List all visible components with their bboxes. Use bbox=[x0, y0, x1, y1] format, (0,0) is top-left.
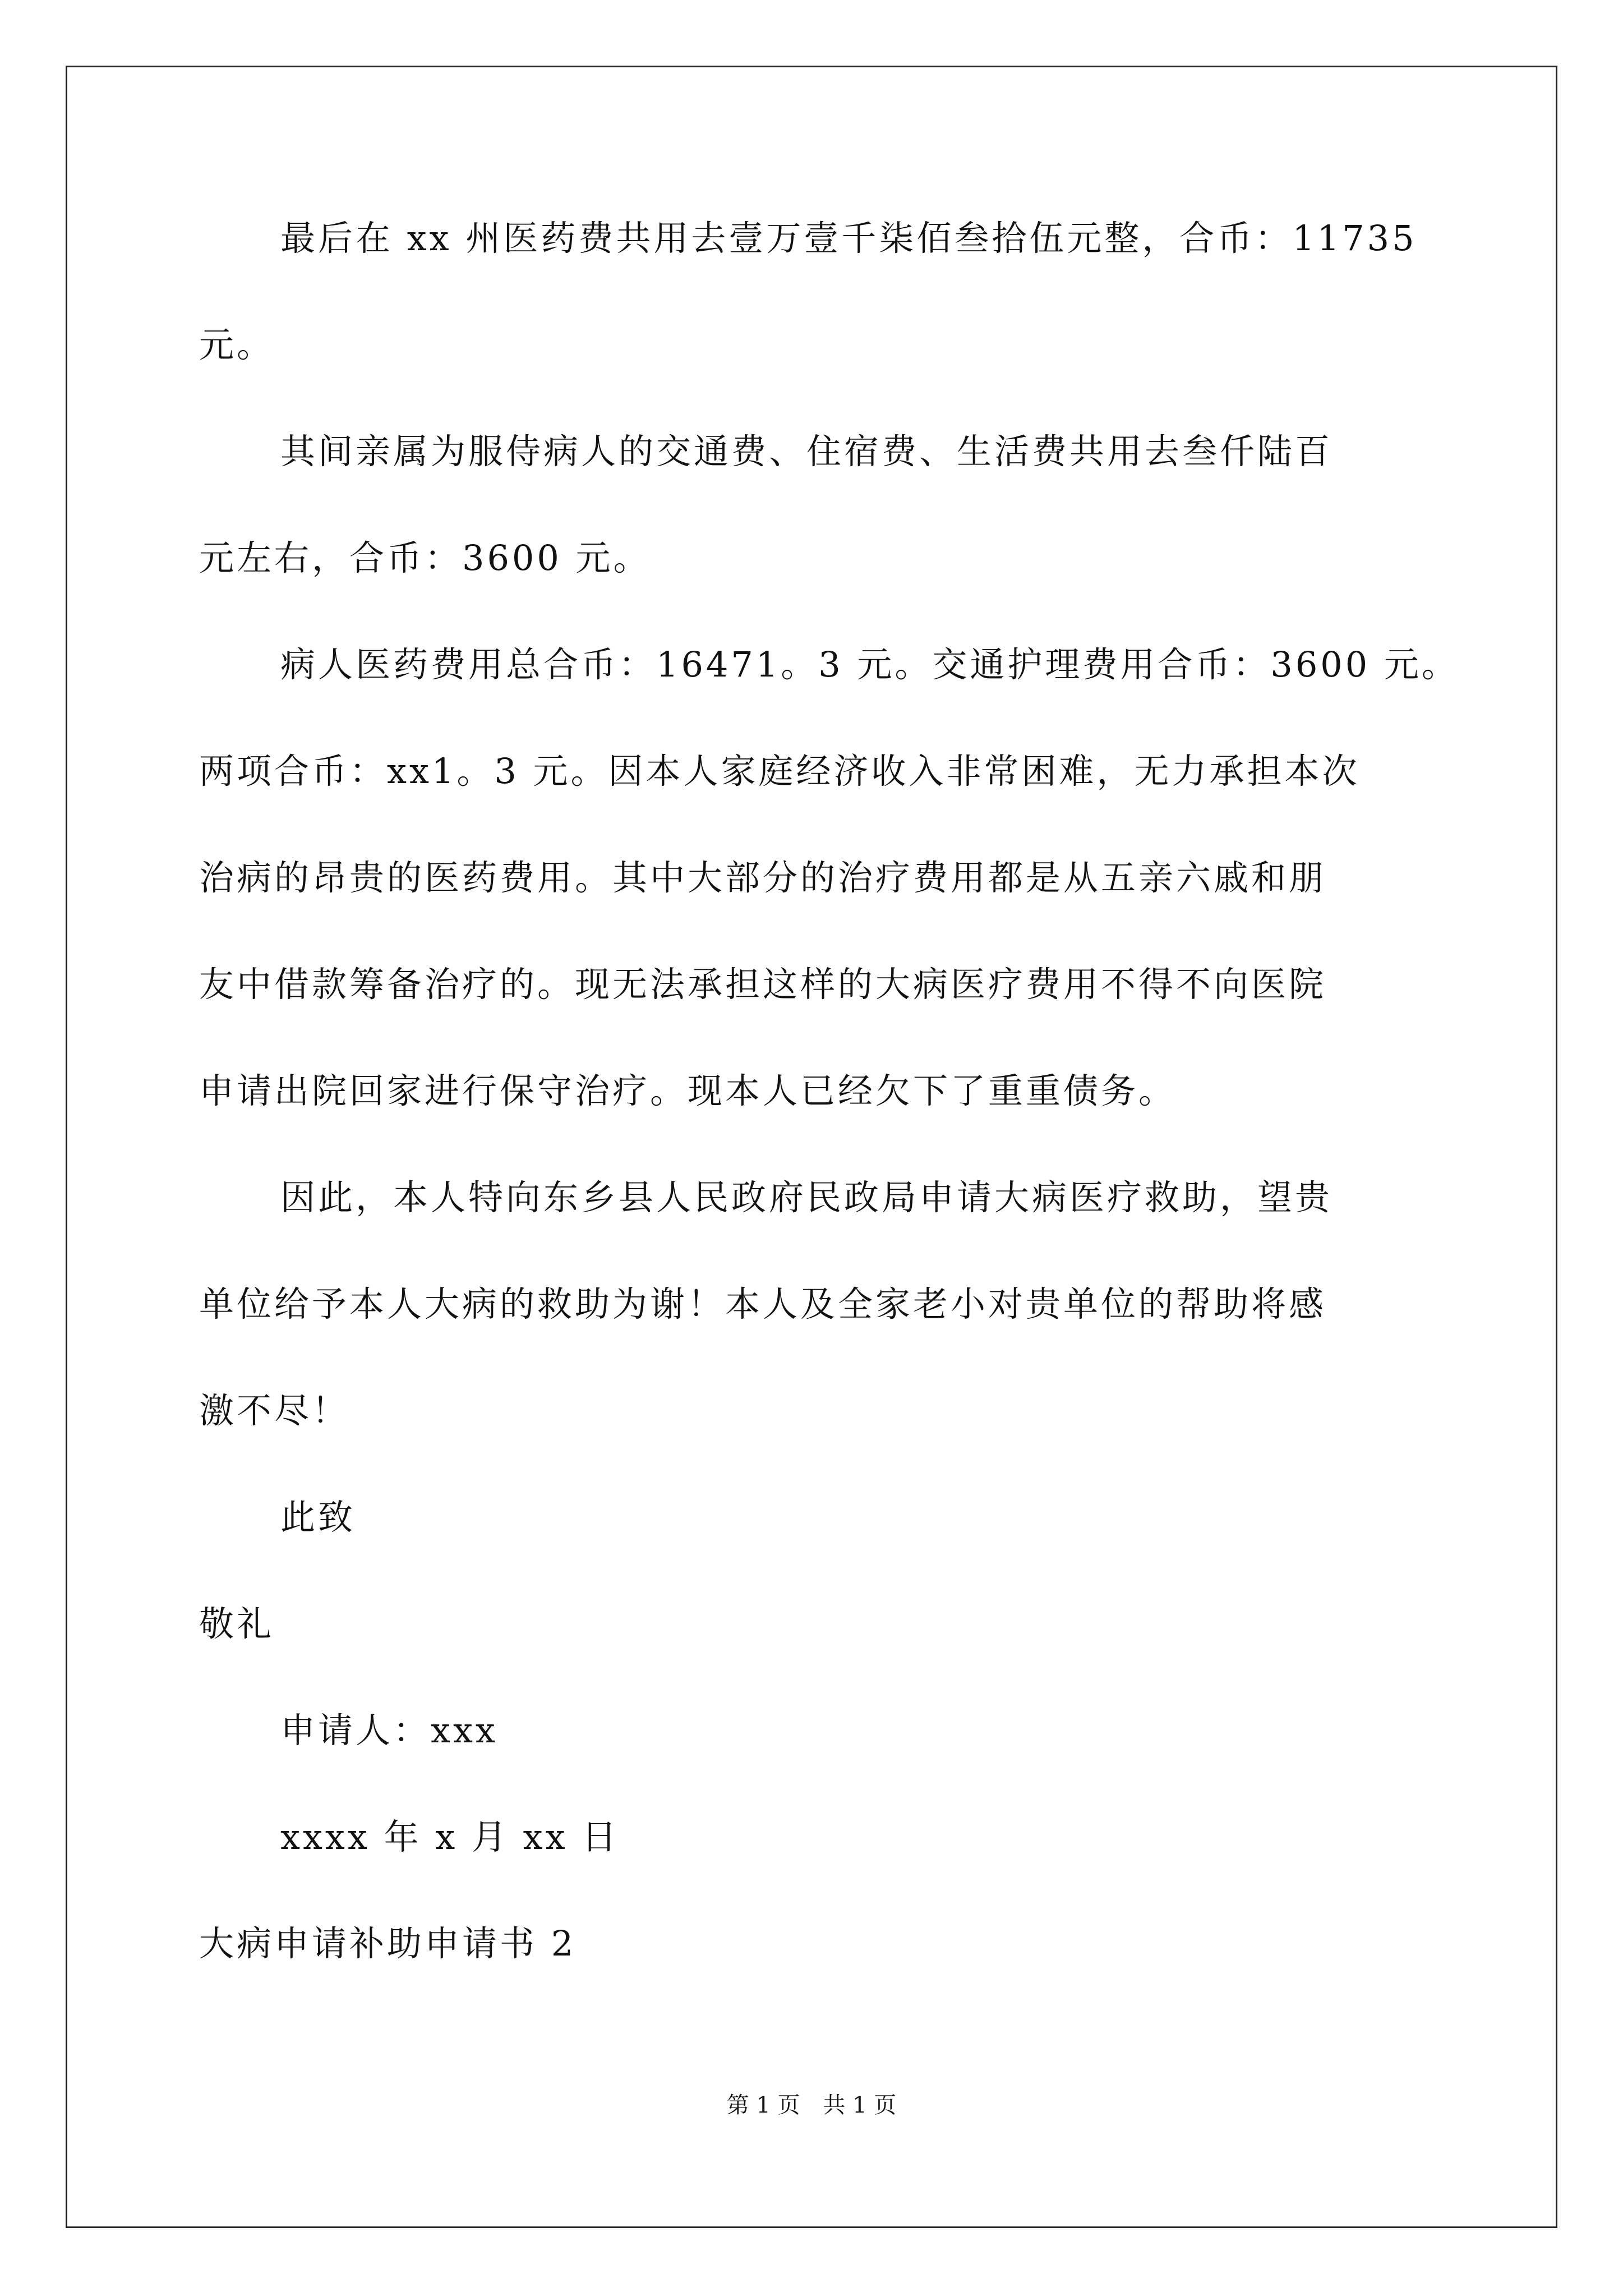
page-number-total: 共 1 页 bbox=[823, 2092, 897, 2118]
text-line: 友中借款筹备治疗的。现无法承担这样的大病医疗费用不得不向医院 bbox=[199, 964, 1327, 1005]
page-border bbox=[66, 66, 1557, 2228]
text-line: 治病的昂贵的医药费用。其中大部分的治疗费用都是从五亲六戚和朋 bbox=[199, 857, 1327, 898]
page-number-current: 第 1 页 bbox=[726, 2092, 800, 2118]
text-line: 最后在 xx 州医药费共用去壹万壹千柒佰叁拾伍元整，合币：11735 bbox=[280, 218, 1417, 259]
date-line: xxxx 年 x 月 xx 日 bbox=[280, 1816, 620, 1857]
text-line: 申请出院回家进行保守治疗。现本人已经欠下了重重债务。 bbox=[199, 1070, 1177, 1111]
text-line: 病人医药费用总合币：16471。3 元。交通护理费用合币：3600 元。 bbox=[280, 644, 1459, 685]
text-line: 元。 bbox=[199, 324, 275, 365]
text-line: 激不尽！ bbox=[199, 1390, 350, 1431]
closing-regards: 敬礼 bbox=[199, 1603, 275, 1644]
text-line: 因此，本人特向东乡县人民政府民政局申请大病医疗救助，望贵 bbox=[280, 1177, 1333, 1218]
text-line: 单位给予本人大病的救助为谢！本人及全家老小对贵单位的帮助将感 bbox=[199, 1283, 1327, 1324]
text-line: 元左右，合币：3600 元。 bbox=[199, 537, 651, 578]
page-footer bbox=[0, 2091, 1623, 2119]
text-line: 其间亲属为服侍病人的交通费、住宿费、生活费共用去叁仟陆百 bbox=[280, 431, 1333, 472]
text-line: 两项合币：xx1。3 元。因本人家庭经济收入非常困难，无力承担本次 bbox=[199, 751, 1360, 792]
section-title: 大病申请补助申请书 2 bbox=[199, 1923, 577, 1964]
applicant-line: 申请人：xxx bbox=[280, 1710, 498, 1751]
closing-salutation: 此致 bbox=[280, 1497, 356, 1538]
